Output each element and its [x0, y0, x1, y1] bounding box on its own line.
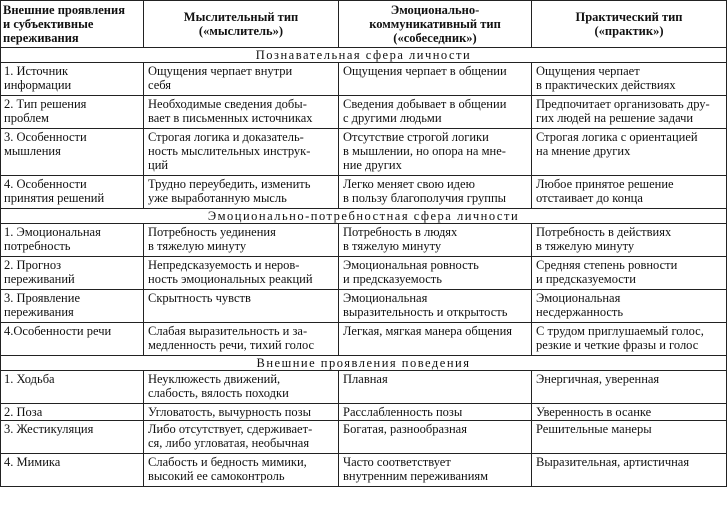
table-cell: Средняя степень ровности и предсказуемости — [532, 257, 727, 290]
row-label: 4.Особенности речи — [1, 323, 144, 356]
table-row — [1, 421, 727, 454]
table-cell: Уверенность в осанке — [532, 404, 727, 421]
table-cell: Энергичная, уверенная — [532, 371, 727, 404]
table-cell: Слабая выразительность и за- медленность речи, тихий голос — [144, 323, 339, 356]
row-label: 2. Прогноз переживаний — [1, 257, 144, 290]
table-cell: Легкая, мягкая манера общения — [339, 323, 532, 356]
header-practitioner-type: Практический тип («практик») — [532, 1, 727, 48]
header-communicator-type: Эмоционально- коммуникативный тип («собеседник») — [339, 1, 532, 48]
section-title-cognitive: Познавательная сфера личности — [1, 48, 727, 63]
table-cell: Потребность в действиях в тяжелую минуту — [532, 224, 727, 257]
table-cell: Любое принятое решение отстаивает до конца — [532, 176, 727, 209]
table-cell: Эмоциональная выразительность и открытость — [339, 290, 532, 323]
table-row — [1, 404, 727, 421]
table-cell: Выразительная, артистичная — [532, 454, 727, 487]
table-cell: Плавная — [339, 371, 532, 404]
table-row — [1, 371, 727, 404]
row-label: 2. Тип решения проблем — [1, 96, 144, 129]
row-label: 3. Особенности мышления — [1, 129, 144, 176]
table-cell: Потребность уединения в тяжелую минуту — [144, 224, 339, 257]
table-cell: Ощущения черпает внутри себя — [144, 63, 339, 96]
table-cell: Необходимые сведения добы- вает в письменных источниках — [144, 96, 339, 129]
table-cell: Ощущения черпает в общении — [339, 63, 532, 96]
table-cell: Непредсказуемость и неров- ность эмоциональных реакций — [144, 257, 339, 290]
table-row — [1, 454, 727, 487]
table-cell: Эмоциональная несдержанность — [532, 290, 727, 323]
table-cell: С трудом приглушаемый голос, резкие и четкие фразы и голос — [532, 323, 727, 356]
table-cell: Потребность в людях в тяжелую минуту — [339, 224, 532, 257]
row-label: 2. Поза — [1, 404, 144, 421]
table-row — [1, 290, 727, 323]
row-label: 3. Жестикуляция — [1, 421, 144, 454]
row-label: 4. Особенности принятия решений — [1, 176, 144, 209]
table-row — [1, 323, 727, 356]
table-cell: Легко меняет свою идею в пользу благополучия группы — [339, 176, 532, 209]
table-cell: Расслабленность позы — [339, 404, 532, 421]
table-cell: Угловатость, вычурность позы — [144, 404, 339, 421]
row-label: 1. Ходьба — [1, 371, 144, 404]
table-cell: Отсутствие строгой логики в мышлении, но опора на мне- ние других — [339, 129, 532, 176]
table-row — [1, 176, 727, 209]
table-row — [1, 224, 727, 257]
table-cell: Либо отсутствует, сдерживает- ся, либо угловатая, необычная — [144, 421, 339, 454]
table-cell: Строгая логика и доказатель- ность мыслительных инструк- ций — [144, 129, 339, 176]
header-manifestations: Внешние проявления и субъективные переживания — [1, 1, 144, 48]
row-label: 3. Проявление переживания — [1, 290, 144, 323]
section-row — [1, 356, 727, 371]
table-cell: Слабость и бедность мимики, высокий ее самоконтроль — [144, 454, 339, 487]
table-row — [1, 63, 727, 96]
section-title-behavior: Внешние проявления поведения — [1, 356, 727, 371]
table-cell: Ощущения черпает в практических действиях — [532, 63, 727, 96]
table-cell: Строгая логика с ориентацией на мнение других — [532, 129, 727, 176]
row-label: 1. Источник информации — [1, 63, 144, 96]
header-row — [1, 1, 727, 48]
table-cell: Неуклюжесть движений, слабость, вялость походки — [144, 371, 339, 404]
table-cell: Часто соответствует внутренним переживаниям — [339, 454, 532, 487]
table-cell: Предпочитает организовать дру- гих людей на решение задачи — [532, 96, 727, 129]
table-cell: Богатая, разнообразная — [339, 421, 532, 454]
table-cell: Скрытность чувств — [144, 290, 339, 323]
header-thinker-type: Мыслительный тип («мыслитель») — [144, 1, 339, 48]
table-row — [1, 257, 727, 290]
table-cell: Решительные манеры — [532, 421, 727, 454]
table-cell: Трудно переубедить, изменить уже выработанную мысль — [144, 176, 339, 209]
table-row — [1, 96, 727, 129]
table-row — [1, 129, 727, 176]
table-cell: Сведения добывает в общении с другими людьми — [339, 96, 532, 129]
row-label: 1. Эмоциональная потребность — [1, 224, 144, 257]
section-row — [1, 209, 727, 224]
section-title-emotional: Эмоционально-потребностная сфера личности — [1, 209, 727, 224]
section-row — [1, 48, 727, 63]
row-label: 4. Мимика — [1, 454, 144, 487]
table-cell: Эмоциональная ровность и предсказуемость — [339, 257, 532, 290]
